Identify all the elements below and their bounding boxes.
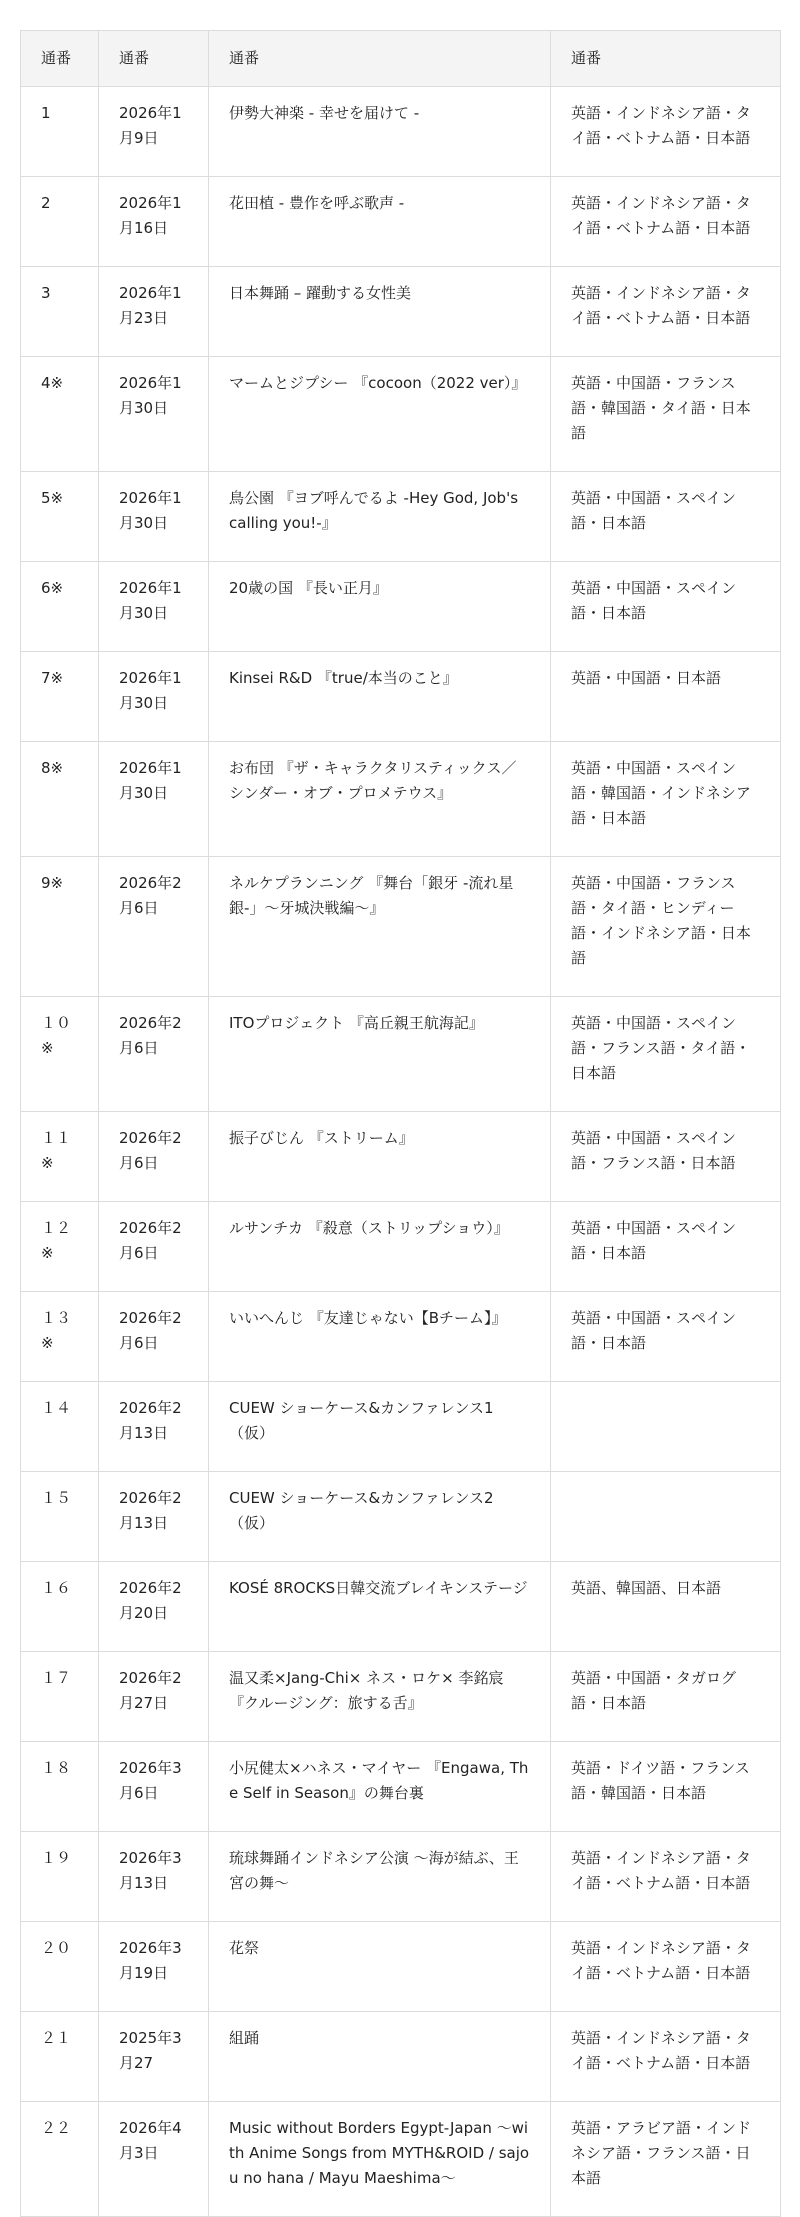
row-number-cell: １３※ <box>21 1292 99 1382</box>
table-row <box>21 357 781 472</box>
table-row <box>21 267 781 357</box>
table-row <box>21 1742 781 1832</box>
row-number-cell: １９ <box>21 1832 99 1922</box>
row-number-cell: ２２ <box>21 2102 99 2217</box>
date-cell: 2026年2月13日 <box>99 1382 209 1472</box>
date-cell: 2026年1月30日 <box>99 742 209 857</box>
program-title-cell: お布団 『ザ・キャラクタリスティックス／シンダー・オブ・プロメテウス』 <box>209 742 551 857</box>
program-title-cell: マームとジプシー 『cocoon（2022 ver）』 <box>209 357 551 472</box>
row-number-cell: １２※ <box>21 1202 99 1292</box>
date-cell: 2026年3月19日 <box>99 1922 209 2012</box>
languages-cell: 英語・中国語・タガログ語・日本語 <box>551 1652 781 1742</box>
date-cell: 2026年1月30日 <box>99 652 209 742</box>
header-cell: 通番 <box>21 31 99 87</box>
header-cell: 通番 <box>209 31 551 87</box>
languages-cell: 英語・中国語・スペイン語・韓国語・インドネシア語・日本語 <box>551 742 781 857</box>
languages-cell: 英語・中国語・スペイン語・日本語 <box>551 1292 781 1382</box>
table-row <box>21 742 781 857</box>
languages-cell: 英語・中国語・スペイン語・日本語 <box>551 1202 781 1292</box>
header-cell: 通番 <box>551 31 781 87</box>
row-number-cell: ２１ <box>21 2012 99 2102</box>
languages-cell: 英語・中国語・スペイン語・フランス語・タイ語・日本語 <box>551 997 781 1112</box>
date-cell: 2026年2月6日 <box>99 1292 209 1382</box>
program-title-cell: 鳥公園 『ヨブ呼んでるよ -Hey God, Job's calling you!-』 <box>209 472 551 562</box>
date-cell: 2026年1月16日 <box>99 177 209 267</box>
languages-cell: 英語・インドネシア語・タイ語・ベトナム語・日本語 <box>551 2012 781 2102</box>
program-title-cell: 温又柔×Jang-Chi× ネス・ロケ× 李銘宸 『クルージング：旅する舌』 <box>209 1652 551 1742</box>
row-number-cell: １７ <box>21 1652 99 1742</box>
date-cell: 2026年1月30日 <box>99 357 209 472</box>
program-title-cell: 小尻健太×ハネス・マイヤー 『Engawa, The Self in Season』の舞台裏 <box>209 1742 551 1832</box>
date-cell: 2026年1月30日 <box>99 472 209 562</box>
row-number-cell: １５ <box>21 1472 99 1562</box>
row-number-cell: 3 <box>21 267 99 357</box>
program-title-cell: いいへんじ 『友達じゃない【Bチーム】』 <box>209 1292 551 1382</box>
program-title-cell: CUEW ショーケース&カンファレンス1（仮） <box>209 1382 551 1472</box>
date-cell: 2026年3月13日 <box>99 1832 209 1922</box>
program-title-cell: KOSÉ 8ROCKS日韓交流ブレイキンステージ <box>209 1562 551 1652</box>
program-title-cell: 伊勢大神楽 - 幸せを届けて - <box>209 87 551 177</box>
table-row <box>21 2012 781 2102</box>
row-number-cell: 9※ <box>21 857 99 997</box>
table-row <box>21 1112 781 1202</box>
table-row <box>21 177 781 267</box>
languages-cell: 英語・中国語・スペイン語・日本語 <box>551 562 781 652</box>
languages-cell <box>551 1472 781 1562</box>
date-cell: 2025年3月27 <box>99 2012 209 2102</box>
languages-cell: 英語・中国語・スペイン語・フランス語・日本語 <box>551 1112 781 1202</box>
date-cell: 2026年2月6日 <box>99 857 209 997</box>
table-row <box>21 997 781 1112</box>
program-title-cell: ITOプロジェクト 『高丘親王航海記』 <box>209 997 551 1112</box>
row-number-cell: １４ <box>21 1382 99 1472</box>
languages-cell: 英語・インドネシア語・タイ語・ベトナム語・日本語 <box>551 1922 781 2012</box>
row-number-cell: １０※ <box>21 997 99 1112</box>
table-header <box>21 31 781 87</box>
program-title-cell: ルサンチカ 『殺意（ストリップショウ）』 <box>209 1202 551 1292</box>
table-row <box>21 1652 781 1742</box>
date-cell: 2026年1月23日 <box>99 267 209 357</box>
languages-cell: 英語・中国語・フランス語・タイ語・ヒンディー語・インドネシア語・日本語 <box>551 857 781 997</box>
program-title-cell: 琉球舞踊インドネシア公演 ～海が結ぶ、王宮の舞～ <box>209 1832 551 1922</box>
row-number-cell: １６ <box>21 1562 99 1652</box>
languages-cell: 英語・インドネシア語・タイ語・ベトナム語・日本語 <box>551 177 781 267</box>
table-row <box>21 1922 781 2012</box>
program-title-cell: 日本舞踊 – 躍動する女性美 <box>209 267 551 357</box>
table-row <box>21 1472 781 1562</box>
row-number-cell: 8※ <box>21 742 99 857</box>
program-title-cell: 振子びじん 『ストリーム』 <box>209 1112 551 1202</box>
table-row <box>21 652 781 742</box>
row-number-cell: １８ <box>21 1742 99 1832</box>
table-row <box>21 472 781 562</box>
header-row <box>21 31 781 87</box>
date-cell: 2026年1月9日 <box>99 87 209 177</box>
date-cell: 2026年3月6日 <box>99 1742 209 1832</box>
date-cell: 2026年1月30日 <box>99 562 209 652</box>
date-cell: 2026年2月20日 <box>99 1562 209 1652</box>
table-row <box>21 1832 781 1922</box>
program-title-cell: 花祭 <box>209 1922 551 2012</box>
row-number-cell: 2 <box>21 177 99 267</box>
date-cell: 2026年4月3日 <box>99 2102 209 2217</box>
table-row <box>21 1562 781 1652</box>
row-number-cell: 6※ <box>21 562 99 652</box>
languages-cell: 英語・インドネシア語・タイ語・ベトナム語・日本語 <box>551 267 781 357</box>
languages-cell: 英語・インドネシア語・タイ語・ベトナム語・日本語 <box>551 1832 781 1922</box>
table-row <box>21 1382 781 1472</box>
date-cell: 2026年2月6日 <box>99 1202 209 1292</box>
languages-cell: 英語・中国語・フランス語・韓国語・タイ語・日本語 <box>551 357 781 472</box>
languages-cell: 英語、韓国語、日本語 <box>551 1562 781 1652</box>
languages-cell: 英語・ドイツ語・フランス語・韓国語・日本語 <box>551 1742 781 1832</box>
table-row <box>21 1292 781 1382</box>
table-row <box>21 87 781 177</box>
row-number-cell: 1 <box>21 87 99 177</box>
program-title-cell: 20歳の国 『長い正月』 <box>209 562 551 652</box>
program-title-cell: ネルケプランニング 『舞台「銀牙 -流れ星 銀-」～牙城決戦編～』 <box>209 857 551 997</box>
program-title-cell: 花田植 - 豊作を呼ぶ歌声 - <box>209 177 551 267</box>
languages-cell: 英語・中国語・スペイン語・日本語 <box>551 472 781 562</box>
date-cell: 2026年2月6日 <box>99 997 209 1112</box>
table-row <box>21 562 781 652</box>
languages-cell: 英語・アラビア語・インドネシア語・フランス語・日本語 <box>551 2102 781 2217</box>
table-row <box>21 2102 781 2217</box>
date-cell: 2026年2月6日 <box>99 1112 209 1202</box>
languages-cell: 英語・インドネシア語・タイ語・ベトナム語・日本語 <box>551 87 781 177</box>
program-title-cell: Kinsei R&D 『true/本当のこと』 <box>209 652 551 742</box>
schedule-table-container <box>20 30 780 2217</box>
schedule-table <box>20 30 781 2217</box>
row-number-cell: ２０ <box>21 1922 99 2012</box>
date-cell: 2026年2月13日 <box>99 1472 209 1562</box>
header-cell: 通番 <box>99 31 209 87</box>
languages-cell <box>551 1382 781 1472</box>
languages-cell: 英語・中国語・日本語 <box>551 652 781 742</box>
table-body <box>21 87 781 2217</box>
date-cell: 2026年2月27日 <box>99 1652 209 1742</box>
program-title-cell: 組踊 <box>209 2012 551 2102</box>
row-number-cell: 7※ <box>21 652 99 742</box>
table-row <box>21 1202 781 1292</box>
row-number-cell: 5※ <box>21 472 99 562</box>
table-row <box>21 857 781 997</box>
row-number-cell: 4※ <box>21 357 99 472</box>
program-title-cell: Music without Borders Egypt-Japan ～with Anime Songs from MYTH&ROID / sajou no hana / Mayu Maeshima～ <box>209 2102 551 2217</box>
row-number-cell: １１※ <box>21 1112 99 1202</box>
program-title-cell: CUEW ショーケース&カンファレンス2（仮） <box>209 1472 551 1562</box>
